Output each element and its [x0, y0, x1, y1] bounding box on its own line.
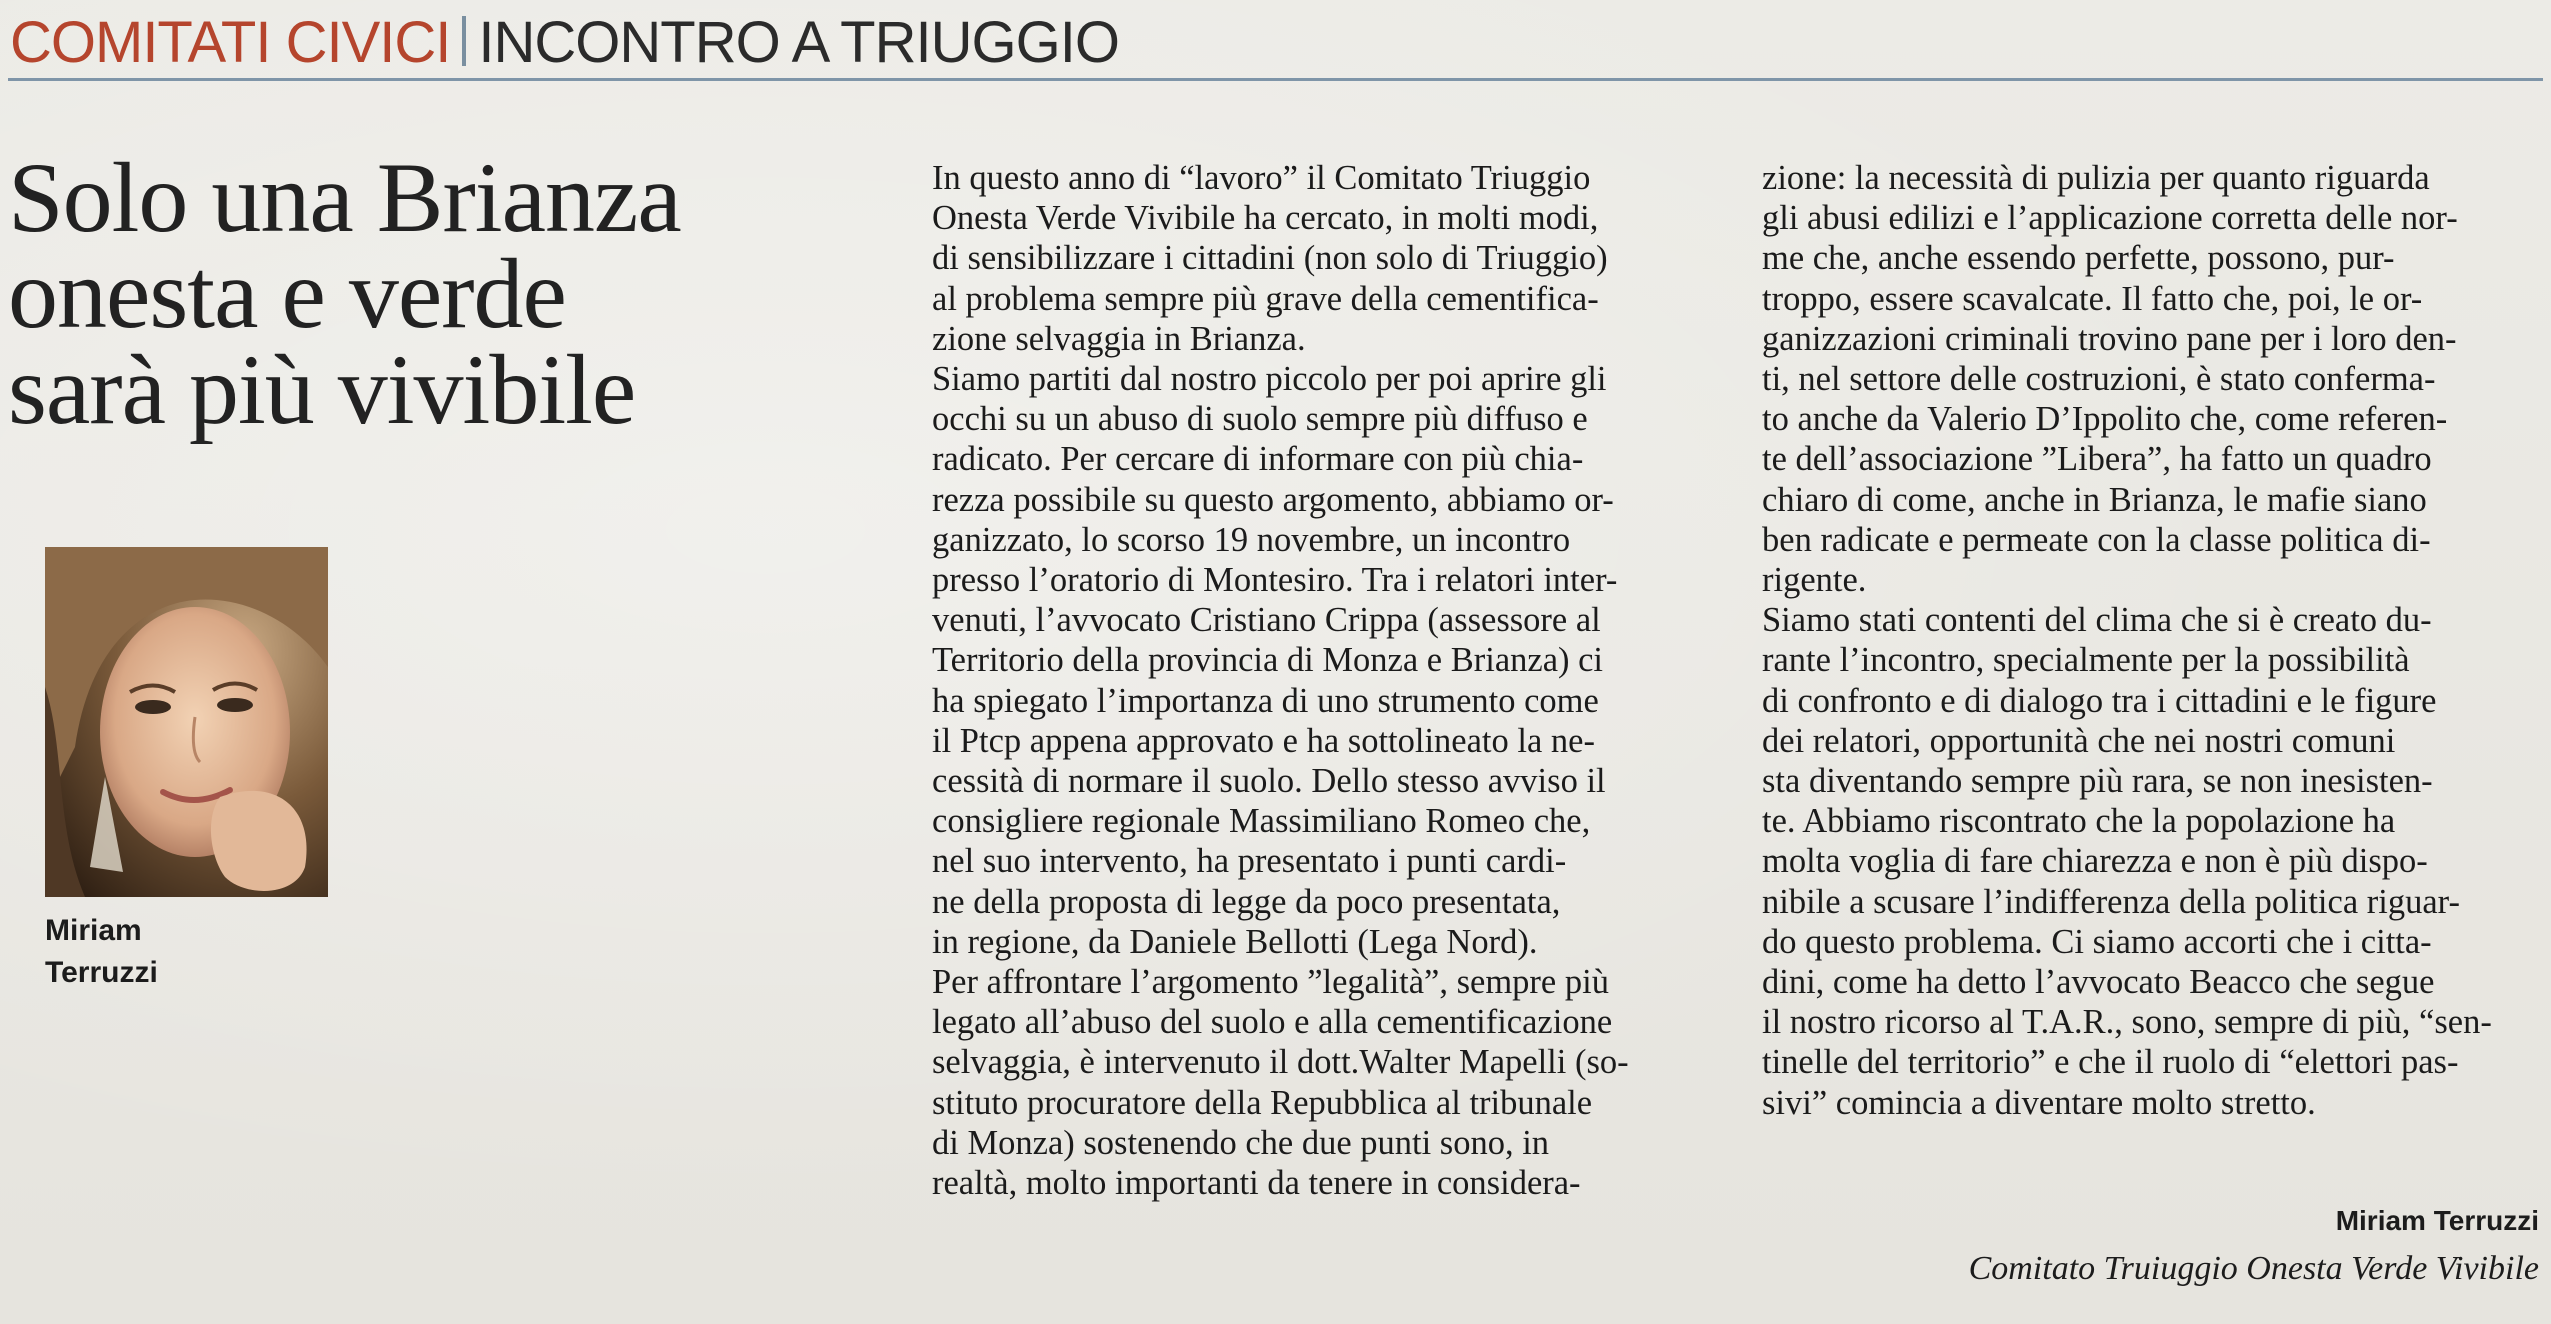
article-line: to anche da Valerio D’Ippolito che, come referen- [1762, 400, 2448, 439]
caption-first-name: Miriam [45, 914, 142, 947]
author-portrait [45, 547, 328, 897]
headline-line: Solo una Brianza [8, 142, 681, 253]
article-line: troppo, essere scavalcate. Il fatto che, poi, le or- [1762, 279, 2423, 318]
article-line: Siamo partiti dal nostro piccolo per poi aprire gli [932, 360, 1607, 399]
caption-last-name: Terruzzi [45, 956, 158, 989]
article-line: selvaggia, è intervenuto il dott.Walter Mapelli (so- [932, 1043, 1629, 1082]
headline-line: onesta e verde [8, 238, 566, 349]
article-line: ha spiegato l’importanza di uno strumento come [932, 681, 1599, 720]
article-line: stituto procuratore della Repubblica al tribunale [932, 1083, 1593, 1122]
article-line: ganizzato, lo scorso 19 novembre, un incontro [932, 520, 1571, 559]
section-label: COMITATI CIVICI [10, 10, 451, 75]
section-header [10, 10, 1119, 75]
article-line: venuti, l’avvocato Cristiano Crippa (assessore al [932, 601, 1601, 640]
article-line: Per affrontare l’argomento ”legalità”, sempre più [932, 963, 1609, 1002]
article-line: molta voglia di fare chiarezza e non è più dispo- [1762, 842, 2428, 881]
article-line: ti, nel settore delle costruzioni, è stato conferma- [1762, 360, 2436, 399]
article-line: sivi” comincia a diventare molto stretto. [1762, 1083, 2316, 1122]
article-column-1 [932, 158, 1717, 1203]
article-line: chiaro di come, anche in Brianza, le mafie siano [1762, 480, 2427, 519]
article-line: di confronto e di dialogo tra i cittadini e le figure [1762, 681, 2437, 720]
article-line: di sensibilizzare i cittadini (non solo di Triuggio) [932, 239, 1608, 278]
article-line: gli abusi edilizi e l’applicazione corretta delle nor- [1762, 199, 2458, 238]
article-column-2 [1762, 158, 2547, 1123]
author-signature: Miriam Terruzzi [2335, 1205, 2539, 1236]
article-line: rezza possibile su questo argomento, abbiamo or- [932, 480, 1614, 519]
article-line: Territorio della provincia di Monza e Brianza) ci [932, 641, 1604, 680]
article-line: consigliere regionale Massimiliano Romeo che, [932, 802, 1591, 841]
article-line: te dell’associazione ”Libera”, ha fatto un quadro [1762, 440, 2432, 479]
headline-line: sarà più vivibile [8, 334, 636, 445]
article-line: cessità di normare il suolo. Dello stesso avviso il [932, 762, 1606, 801]
article-line: il Ptcp appena approvato e ha sottolineato la ne- [932, 721, 1595, 760]
article-line: realtà, molto importanti da tenere in considera- [932, 1164, 1581, 1203]
article-line: in regione, da Daniele Bellotti (Lega Nord). [932, 922, 1538, 961]
photo-caption [45, 910, 158, 994]
article-line: di Monza) sostenendo che due punti sono, in [932, 1123, 1550, 1162]
article-line: ben radicate e permeate con la classe politica di- [1762, 520, 2431, 559]
article-line: tinelle del territorio” e che il ruolo di “elettori pas- [1762, 1043, 2459, 1082]
article-line: presso l’oratorio di Montesiro. Tra i relatori inter- [932, 561, 1618, 600]
article-line: occhi su un abuso di suolo sempre più diffuso e [932, 400, 1588, 439]
article-line: rigente. [1762, 561, 1867, 600]
article-line: zione selvaggia in Brianza. [932, 319, 1306, 358]
article-line: ne della proposta di legge da poco presentata, [932, 882, 1561, 921]
article-line: do questo problema. Ci siamo accorti che i citta- [1762, 922, 2432, 961]
article-line: Onesta Verde Vivibile ha cercato, in molti modi, [932, 199, 1599, 238]
header-rule [8, 78, 2543, 81]
article-line: nibile a scusare l’indifferenza della politica riguar- [1762, 882, 2460, 921]
article-line: zione: la necessità di pulizia per quanto riguarda [1762, 159, 2430, 197]
article-line: legato all’abuso del suolo e alla cementificazione [932, 1003, 1613, 1042]
article-line: sta diventando sempre più rara, se non inesisten- [1762, 762, 2433, 801]
section-divider [462, 16, 466, 66]
article-line: Siamo stati contenti del clima che si è creato du- [1762, 601, 2432, 640]
article-line: il nostro ricorso al T.A.R., sono, sempre di più, “sen- [1762, 1003, 2492, 1042]
article-line: me che, anche essendo perfette, possono, pur- [1762, 239, 2395, 278]
article-line: In questo anno di “lavoro” il Comitato Triuggio [932, 159, 1591, 197]
article-line: ganizzazioni criminali trovino pane per i loro den- [1762, 319, 2457, 358]
headline [8, 142, 858, 445]
portrait-illustration [45, 547, 328, 897]
author-affiliation: Comitato Truiuggio Onesta Verde Vivibile [1968, 1250, 2539, 1287]
article-line: al problema sempre più grave della cementifica- [932, 279, 1599, 318]
article-line: rante l’incontro, specialmente per la possibilità [1762, 641, 2410, 680]
article-line: radicato. Per cercare di informare con più chia- [932, 440, 1584, 479]
article-line: dei relatori, opportunità che nei nostri comuni [1762, 721, 2396, 760]
article-line: dini, come ha detto l’avvocato Beacco che segue [1762, 963, 2435, 1002]
article-line: te. Abbiamo riscontrato che la popolazione ha [1762, 802, 2396, 841]
section-topic: INCONTRO A TRIUGGIO [478, 10, 1119, 75]
article-line: nel suo intervento, ha presentato i punti cardi- [932, 842, 1567, 881]
